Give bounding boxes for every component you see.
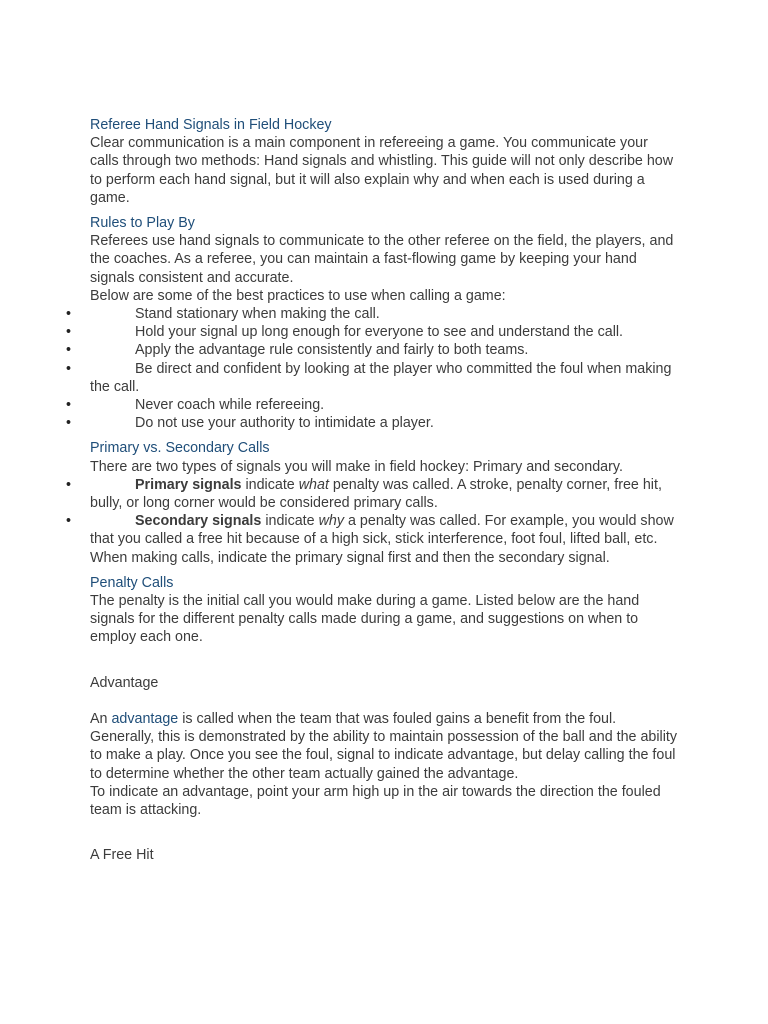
spacer — [90, 692, 680, 710]
intro-paragraph: Clear communication is a main component in refereeing a game. You communicate your calls through two methods: Hand signals and whistling. This guide will not only describe how to perform each hand signal, but it will also explain why and when each is used during a game. — [90, 135, 674, 206]
primary-signals-term: Primary signals — [135, 476, 242, 493]
rules-heading: Rules to Play By — [90, 215, 195, 232]
rules-paragraph: Referees use hand signals to communicate to the other referee on the field, the players, and the coaches. As a referee, you can maintain a fast-flowing game by keeping your hand signals consistent and accurate. — [90, 233, 674, 286]
free-hit-heading: A Free Hit — [90, 847, 154, 864]
secondary-signals-text-b: a penalty was called. For example, you would show that you called a free hit because of a high sick, stick interference, foot foul, lifted ball, etc. — [90, 513, 674, 548]
list-item: • Be direct and confident by looking at the player who committed the foul when making the call. — [90, 360, 680, 396]
penalty-paragraph: The penalty is the initial call you would make during a game. Listed below are the hand signals for the different penalty calls made during a game, and suggestions on when to employ each one. — [90, 593, 640, 646]
advantage-rest: is called when the team that was fouled gains a benefit from the foul. Generally, this is demonstrated by the ability to maintain possession of the ball and the ability to make a play. Once you see the foul, signal to indicate advantage, but delay calling the foul to determine whether the other team actually gained the advantage. — [90, 710, 678, 782]
advantage-paragraph — [90, 710, 680, 783]
spacer — [90, 654, 680, 674]
spacer — [90, 819, 680, 846]
list-item-secondary-signals — [90, 512, 680, 548]
primary-secondary-section — [90, 439, 680, 566]
document-body — [90, 116, 680, 864]
primary-signals-text-b: penalty was called. A stroke, penalty corner, free hit, bully, or long corner would be considered primary calls. — [90, 476, 662, 512]
penalty-heading: Penalty Calls — [90, 574, 174, 591]
advantage-instruction: To indicate an advantage, point your arm high up in the air towards the direction the fouled team is attacking. — [90, 783, 661, 818]
list-item: • Stand stationary when making the call. — [90, 305, 680, 323]
calls-order-paragraph: When making calls, indicate the primary signal first and then the secondary signal. — [90, 549, 610, 566]
secondary-signals-emphasis: why — [318, 513, 345, 530]
advantage-lead: An — [90, 710, 112, 727]
list-item: • Do not use your authority to intimidate a player. — [90, 414, 680, 432]
primary-secondary-heading: Primary vs. Secondary Calls — [90, 440, 270, 457]
primary-signals-emphasis: what — [298, 476, 329, 493]
list-item: • Apply the advantage rule consistently and fairly to both teams. — [90, 341, 680, 359]
secondary-signals-text-a: indicate — [261, 513, 319, 530]
rules-section — [90, 214, 680, 432]
signal-types-list — [90, 476, 680, 549]
rules-list-intro: Below are some of the best practices to use when calling a game: — [90, 287, 506, 304]
intro-section — [90, 116, 680, 207]
document-title: Referee Hand Signals in Field Hockey — [90, 117, 332, 133]
advantage-heading: Advantage — [90, 674, 159, 691]
penalty-section — [90, 574, 680, 647]
best-practices-list — [90, 305, 680, 432]
secondary-signals-term: Secondary signals — [135, 513, 262, 530]
advantage-link[interactable]: advantage — [111, 710, 179, 727]
list-item: • Never coach while refereeing. — [90, 396, 680, 414]
list-item-primary-signals — [90, 476, 680, 512]
signal-types-paragraph: There are two types of signals you will make in field hockey: Primary and secondary. — [90, 458, 623, 475]
primary-signals-text-a: indicate — [241, 476, 299, 493]
list-item: • Hold your signal up long enough for everyone to see and understand the call. — [90, 323, 680, 341]
